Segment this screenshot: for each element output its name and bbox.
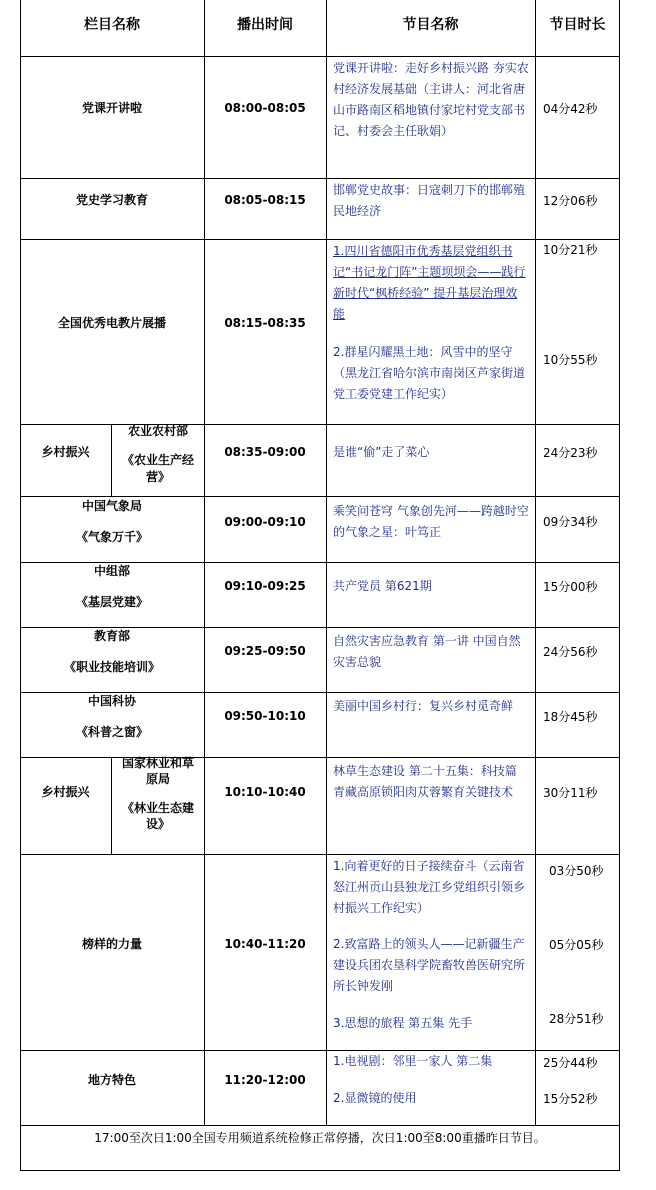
air-time: 09:50-10:10 (224, 709, 306, 723)
program-duration: 30分11秒 (543, 786, 598, 800)
column-name: 党史学习教育 (75, 193, 148, 207)
program-duration-2: 10分55秒 (543, 353, 598, 367)
sub-show: 《林业生态建设》 (121, 801, 194, 831)
program-name[interactable]: 是谁“偷”走了菜心 (333, 445, 430, 459)
air-time: 09:00-09:10 (224, 515, 306, 529)
air-time: 10:10-10:40 (224, 785, 306, 799)
org-name: 中国气象局 (81, 499, 142, 513)
program-duration: 24分56秒 (543, 645, 598, 659)
show-name: 《职业技能培训》 (63, 660, 160, 674)
column-name: 地方特色 (87, 1073, 136, 1087)
program-name-1[interactable]: 1.电视剧：邻里一家人 第二集 (333, 1054, 493, 1068)
footer-note: 17:00至次日1:00全国专用频道系统检修正常停播，次日1:00至8:00重播昨日节目。 (94, 1131, 546, 1145)
header-duration: 节目时长 (549, 17, 606, 33)
program-name-2[interactable]: 2.显微镜的使用 (333, 1091, 417, 1105)
sub-org: 农业农村部 (127, 424, 188, 438)
header-program-name: 节目名称 (402, 17, 459, 33)
program-duration-2: 15分52秒 (543, 1092, 598, 1106)
program-duration-1: 10分21秒 (543, 243, 598, 257)
sub-show: 《农业生产经营》 (121, 453, 194, 484)
program-name[interactable]: 林草生态建设 第二十五集：科技篇 青藏高原锁阳肉苁蓉繁育关键技术 (333, 764, 517, 799)
program-duration: 09分34秒 (543, 515, 598, 529)
program-name[interactable]: 邯郸党史故事：日寇刺刀下的邯郸殖民地经济 (333, 183, 526, 218)
program-name[interactable]: 美丽中国乡村行：复兴乡村觅奇鲜 (333, 699, 514, 713)
column-name: 全国优秀电教片展播 (57, 316, 166, 330)
column-name: 乡村振兴 (41, 785, 90, 799)
air-time: 08:05-08:15 (224, 193, 306, 207)
org-name: 中组部 (93, 564, 130, 578)
header-air-time: 播出时间 (237, 17, 293, 33)
program-duration-2: 05分05秒 (549, 938, 604, 952)
program-name-2[interactable]: 2.致富路上的领头人——记新疆生产建设兵团农垦科学院畜牧兽医研究所所长钟发刚 (333, 937, 526, 993)
program-name-1[interactable]: 1.向着更好的日子接续奋斗（云南省怒江州贡山县独龙江乡党组织引领乡村振兴工作纪实） (333, 859, 526, 915)
air-time: 08:15-08:35 (224, 316, 306, 330)
program-duration-3: 28分51秒 (549, 1012, 604, 1026)
program-name[interactable]: 共产党员 第621期 (333, 579, 432, 593)
air-time: 08:35-09:00 (224, 445, 306, 459)
show-name: 《气象万千》 (75, 530, 148, 544)
org-name: 教育部 (93, 629, 130, 643)
air-time: 09:10-09:25 (224, 579, 306, 593)
column-name: 乡村振兴 (41, 445, 90, 459)
program-duration: 18分45秒 (543, 710, 598, 724)
program-name-3[interactable]: 3.思想的旅程 第五集 先手 (333, 1016, 473, 1030)
program-duration: 24分23秒 (543, 446, 598, 460)
air-time: 09:25-09:50 (224, 644, 306, 658)
air-time: 08:00-08:05 (224, 101, 306, 115)
column-name: 党课开讲啦 (81, 101, 142, 115)
show-name: 《基层党建》 (75, 595, 148, 609)
air-time: 11:20-12:00 (224, 1073, 306, 1087)
program-duration: 04分42秒 (543, 102, 598, 116)
air-time: 10:40-11:20 (224, 937, 306, 951)
program-duration-1: 25分44秒 (543, 1056, 598, 1070)
program-name[interactable]: 党课开讲啦：走好乡村振兴路 夯实农村经济发展基础（主讲人：河北省唐山市路南区稻地镇付家坨村党支部书记、村委会主任耿娟） (333, 61, 529, 138)
program-name[interactable]: 乘笑问苍穹 气象创先河——跨越时空的气象之星：叶笃正 (333, 504, 529, 539)
column-name: 榜样的力量 (81, 937, 142, 951)
program-name[interactable]: 自然灾害应急教育 第一讲 中国自然灾害总貌 (333, 634, 521, 669)
program-duration: 15分00秒 (543, 580, 598, 594)
sub-org: 国家林业和草原局 (121, 756, 194, 786)
program-name-2[interactable]: 2.群星闪耀黑土地：风雪中的坚守（黑龙江省哈尔滨市南岗区芦家街道党工委党建工作纪实） (333, 345, 526, 401)
program-duration: 12分06秒 (543, 194, 598, 208)
program-duration-1: 03分50秒 (549, 864, 604, 878)
show-name: 《科普之窗》 (75, 725, 148, 739)
program-name-1[interactable]: 1.四川省德阳市优秀基层党组织书记“书记龙门阵”主题坝坝会——践行新时代“枫桥经验” 提升基层治理效能 (333, 244, 526, 321)
header-column-name: 栏目名称 (84, 17, 140, 33)
org-name: 中国科协 (87, 694, 136, 708)
